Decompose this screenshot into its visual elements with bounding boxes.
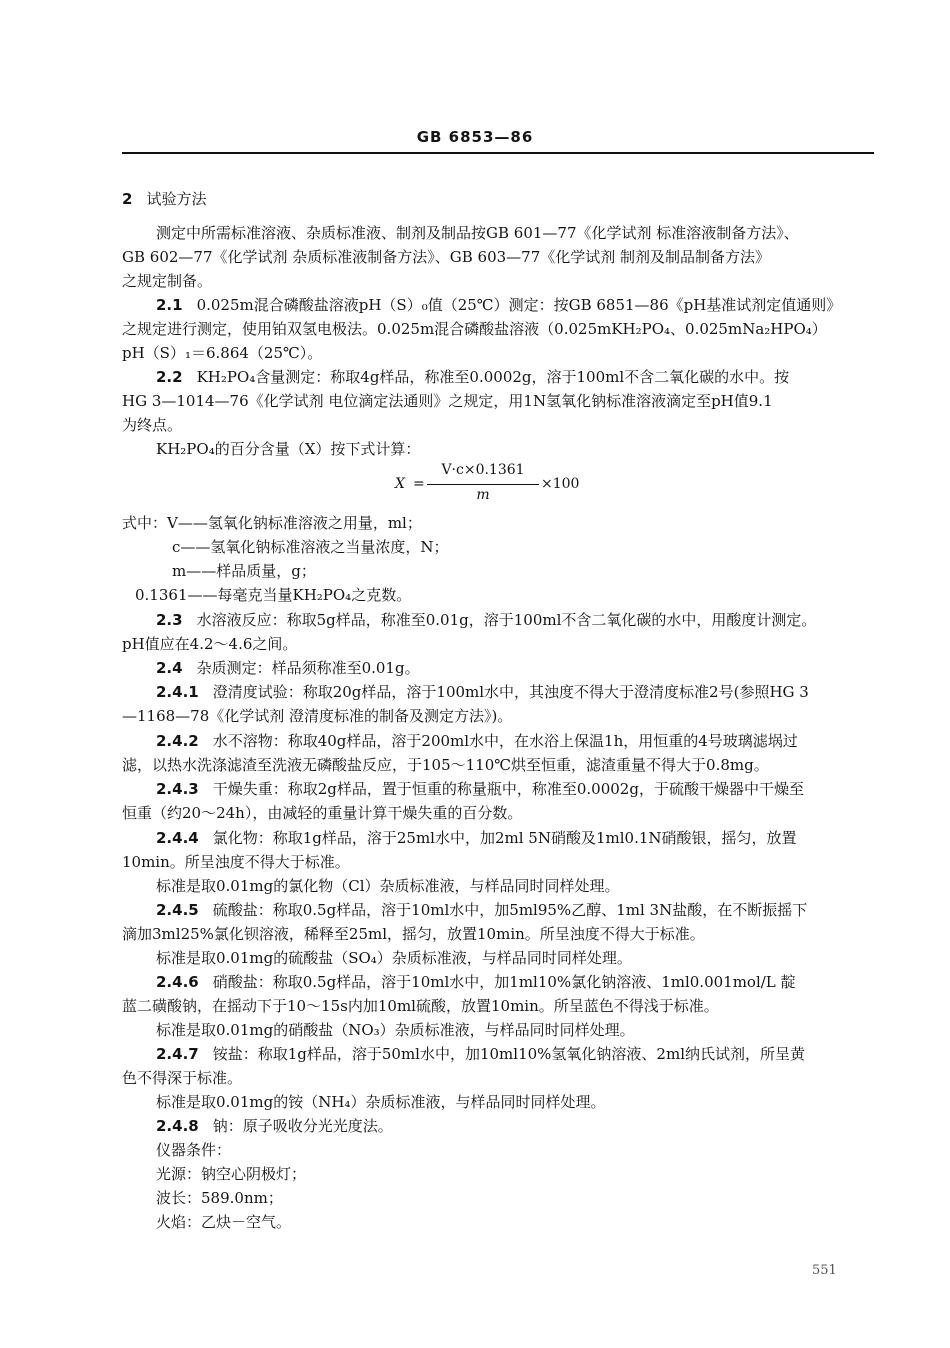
page-number: 551	[812, 1263, 837, 1278]
clause-number: 2.2	[156, 368, 183, 386]
legend-line: c——氢氧化钠标准溶液之当量浓度，N；	[172, 538, 449, 556]
percentage-formula	[395, 462, 585, 506]
clause-number: 2.4	[156, 659, 183, 677]
text-line: 光源：钠空心阴极灯；	[156, 1165, 307, 1183]
text-line: KH₂PO₄的百分含量（X）按下式计算：	[156, 440, 421, 458]
text-line: 标准是取0.01mg的铵（NH₄）杂质标准液，与样品同时同样处理。	[156, 1093, 606, 1111]
clause-2-1	[156, 294, 908, 317]
clause-2-4-2	[156, 730, 908, 753]
text-line: —1168—78《化学试剂 澄清度标准的制备及测定方法》)。	[122, 707, 513, 725]
legend-line: 0.1361——每毫克当量KH₂PO₄之克数。	[135, 586, 412, 604]
clause-text: KH₂PO₄含量测定：称取4g样品，称准至0.0002g，溶于100ml不含二氧化碳的水中。按	[196, 368, 790, 386]
clause-number: 2.4.7	[156, 1045, 199, 1063]
clause-text: 硝酸盐：称取0.5g样品，溶于10ml水中，加1ml10%氯化钠溶液、1ml0.001mol/L 靛	[212, 973, 796, 991]
text-line: 10min。所呈浊度不得大于标准。	[122, 853, 350, 871]
formula-numerator: V·c×0.1361	[441, 462, 525, 478]
text-line: 之规定进行测定，使用铂双氢电极法。0.025m混合磷酸盐溶液（0.025mKH₂PO₄、0.025mNa₂HPO₄）	[122, 320, 827, 338]
text-line: 标准是取0.01mg的氯化物（Cl）杂质标准液，与样品同时同样处理。	[156, 877, 620, 895]
header-rule	[122, 152, 874, 154]
text-line: 滴加3ml25%氯化钡溶液，稀释至25ml，摇匀，放置10min。所呈浊度不得大于标准。	[122, 925, 705, 943]
clause-2-3	[156, 609, 908, 632]
clause-2-2	[156, 366, 908, 389]
fraction-bar	[427, 484, 539, 485]
clause-text: 水溶液反应：称取5g样品，称准至0.01g，溶于100ml不含二氧化碳的水中，用酸度计测定。	[196, 611, 817, 629]
text-line: 蓝二磺酸钠，在摇动下于10～15s内加10ml硫酸，放置10min。所呈蓝色不得浅于标准。	[122, 997, 719, 1015]
formula-multiplier: ×100	[541, 476, 580, 492]
text-line: 测定中所需标准溶液、杂质标准液、制剂及制品按GB 601—77《化学试剂 标准溶液制备方法》、	[156, 224, 799, 242]
text-line: 色不得深于标准。	[122, 1069, 243, 1087]
text-line: pH值应在4.2～4.6之间。	[122, 635, 298, 653]
text-line: GB 602—77《化学试剂 杂质标准液制备方法》、GB 603—77《化学试剂 制剂及制品制备方法》	[122, 248, 771, 266]
section-number: 2	[122, 190, 133, 208]
clause-2-4-8	[156, 1115, 908, 1138]
clause-number: 2.4.5	[156, 901, 199, 919]
clause-2-4-1	[156, 681, 908, 704]
formula-lhs: X	[395, 476, 405, 492]
legend-line: 式中：V——氢氧化钠标准溶液之用量，ml；	[122, 514, 422, 532]
legend-line: m——样品质量，g；	[172, 562, 316, 580]
text-line: 滤，以热水洗涤滤渣至洗液无磷酸盐反应，于105～110℃烘至恒重，滤渣重量不得大于0.8mg。	[122, 756, 769, 774]
text-line: 仪器条件：	[156, 1141, 232, 1159]
clause-text: 硫酸盐：称取0.5g样品，溶于10ml水中，加5ml95%乙醇、1ml 3N盐酸，在不断振摇下	[212, 901, 808, 919]
clause-2-4-5	[156, 899, 908, 922]
text-line: 之规定制备。	[122, 272, 213, 290]
text-line: 恒重（约20～24h），由减轻的重量计算干燥失重的百分数。	[122, 804, 523, 822]
clause-text: 水不溶物：称取40g样品，溶于200ml水中，在水浴上保温1h，用恒重的4号玻璃滤埚过	[212, 732, 798, 750]
text-line: 标准是取0.01mg的硫酸盐（SO₄）杂质标准液，与样品同时同样处理。	[156, 949, 632, 967]
clause-number: 2.4.3	[156, 780, 199, 798]
clause-number: 2.4.4	[156, 829, 199, 847]
text-line: HG 3—1014—76《化学试剂 电位滴定法通则》之规定，用1N氢氧化钠标准溶液滴定至pH值9.1	[122, 392, 773, 410]
clause-2-4-4	[156, 827, 908, 850]
clause-text: 氯化物：称取1g样品，溶于25ml水中，加2ml 5N硝酸及1ml0.1N硝酸银，摇匀，放置	[212, 829, 797, 847]
document-header: GB 6853—86	[416, 128, 534, 146]
section-title: 试验方法	[146, 190, 207, 208]
clause-number: 2.1	[156, 296, 183, 314]
clause-number: 2.4.8	[156, 1117, 199, 1135]
text-line: pH（S）₁＝6.864（25℃）。	[122, 344, 323, 362]
clause-text: 钠：原子吸收分光光度法。	[212, 1117, 393, 1135]
clause-2-4-7	[156, 1043, 908, 1066]
clause-number: 2.4.2	[156, 732, 199, 750]
clause-number: 2.3	[156, 611, 183, 629]
clause-2-4	[156, 657, 908, 680]
clause-number: 2.4.1	[156, 683, 199, 701]
clause-text: 干燥失重：称取2g样品，置于恒重的称量瓶中，称准至0.0002g，于硫酸干燥器中干燥至	[212, 780, 804, 798]
clause-text: 澄清度试验：称取20g样品，溶于100ml水中，其浊度不得大于澄清度标准2号(参照HG 3	[212, 683, 809, 701]
clause-text: 杂质测定：样品须称准至0.01g。	[196, 659, 420, 677]
section-heading	[122, 188, 874, 211]
clause-2-4-6	[156, 971, 908, 994]
text-line: 标准是取0.01mg的硝酸盐（NO₃）杂质标准液，与样品同时同样处理。	[156, 1021, 635, 1039]
formula-equals: =	[413, 476, 425, 492]
formula-denominator: m	[476, 487, 490, 503]
text-line: 火焰：乙炔－空气。	[156, 1213, 292, 1231]
text-line: 波长：589.0nm；	[156, 1189, 283, 1207]
clause-number: 2.4.6	[156, 973, 199, 991]
clause-text: 0.025m混合磷酸盐溶液pH（S）₀值（25℃）测定：按GB 6851—86《pH基准试剂定值通则》	[196, 296, 842, 314]
clause-2-4-3	[156, 778, 908, 801]
clause-text: 铵盐：称取1g样品，溶于50ml水中，加10ml10%氢氧化钠溶液、2ml纳氏试剂，所呈黄	[212, 1045, 805, 1063]
text-line: 为终点。	[122, 416, 183, 434]
